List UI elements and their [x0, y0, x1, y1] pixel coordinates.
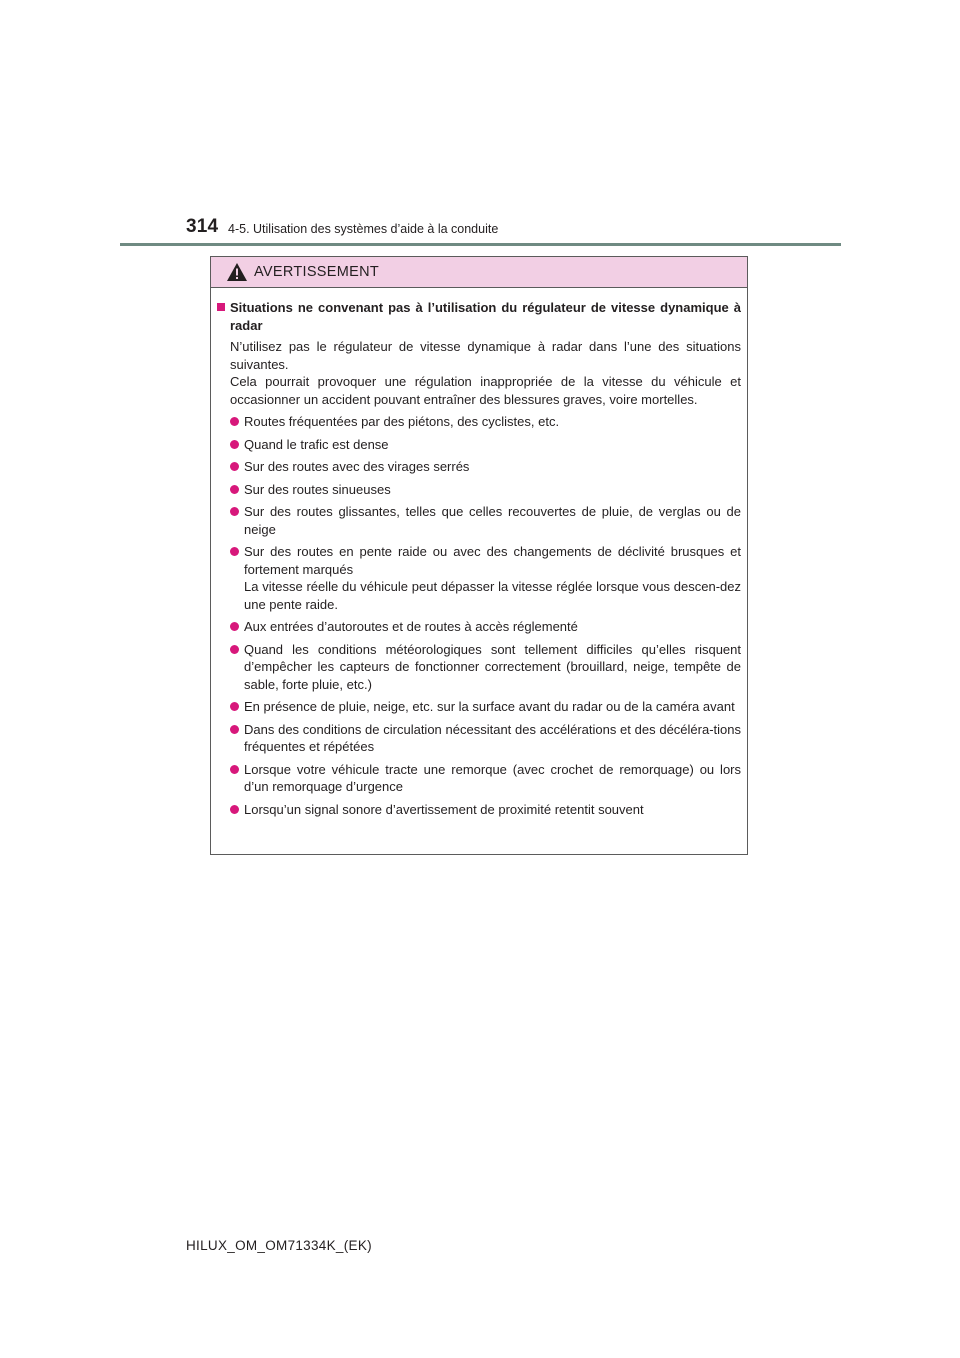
document-code: HILUX_OM_OM71334K_(EK) — [186, 1238, 372, 1253]
bullet-dot-icon — [230, 462, 239, 471]
list-item — [217, 543, 741, 613]
intro-line: N’utilisez pas le régulateur de vitesse dynamique à radar dans l’une des situations suivantes. — [230, 339, 741, 372]
bullet-dot-icon — [230, 702, 239, 711]
page-number: 314 — [186, 216, 219, 237]
list-item-text: Sur des routes en pente raide ou avec des changements de déclivité brusques et fortement marqués — [244, 544, 741, 577]
situation-list — [217, 413, 741, 818]
bullet-dot-icon — [230, 485, 239, 494]
list-item-note: La vitesse réelle du véhicule peut dépasser la vitesse réglée lorsque vous descen-dez une pente raide. — [244, 579, 741, 612]
bullet-dot-icon — [230, 765, 239, 774]
bullet-dot-icon — [230, 645, 239, 654]
warning-intro — [230, 338, 741, 408]
list-item-text: Lorsqu’un signal sonore d’avertissement de proximité retentit souvent — [244, 801, 644, 817]
warning-triangle-icon — [226, 262, 248, 282]
bullet-dot-icon — [230, 547, 239, 556]
list-item — [217, 413, 741, 431]
list-item — [217, 458, 741, 476]
bullet-dot-icon — [230, 507, 239, 516]
list-item-text: Quand les conditions météorologiques sont tellement difficiles qu’elles risquent d’empêcher les capteurs de fonctionner correctement (brouillard, neige, tempête de sable, forte pluie, etc.) — [244, 641, 741, 692]
warning-title: AVERTISSEMENT — [254, 264, 380, 280]
warning-heading-text: Situations ne convenant pas à l’utilisation du régulateur de vitesse dynamique à radar — [230, 300, 741, 333]
list-item — [217, 436, 741, 454]
bullet-dot-icon — [230, 440, 239, 449]
list-item — [217, 481, 741, 499]
header-rule — [120, 243, 841, 246]
warning-header — [211, 257, 747, 288]
list-item-text: Dans des conditions de circulation nécessitant des accélérations et des décéléra-tions fréquentes et répétées — [244, 721, 741, 754]
list-item — [217, 641, 741, 694]
list-item — [217, 721, 741, 756]
list-item-text: Sur des routes avec des virages serrés — [244, 459, 470, 474]
list-item — [217, 698, 741, 716]
warning-box — [210, 256, 748, 855]
square-bullet-icon — [217, 303, 225, 311]
list-item — [217, 618, 741, 636]
list-item-text: Sur des routes glissantes, telles que celles recouvertes de pluie, de verglas ou de neige — [244, 504, 741, 537]
bullet-dot-icon — [230, 417, 239, 426]
list-item-text: Aux entrées d’autoroutes et de routes à accès réglementé — [244, 619, 578, 634]
list-item-text: Quand le trafic est dense — [244, 436, 389, 452]
bullet-dot-icon — [230, 805, 239, 814]
intro-line: Cela pourrait provoquer une régulation inappropriée de la vitesse du véhicule et occasionner un accident pouvant entraîner des blessures graves, voire mortelles. — [230, 374, 741, 407]
list-item-text: Lorsque votre véhicule tracte une remorque (avec crochet de remorquage) ou lors d’un remorquage d’urgence — [244, 761, 741, 794]
list-item — [217, 503, 741, 538]
bullet-dot-icon — [230, 622, 239, 631]
warning-body — [211, 288, 747, 818]
list-item-text: Routes fréquentées par des piétons, des cyclistes, etc. — [244, 414, 560, 429]
list-item-text: Sur des routes sinueuses — [244, 481, 391, 497]
section-title: 4-5. Utilisation des systèmes d’aide à la conduite — [228, 222, 499, 236]
list-item — [217, 761, 741, 796]
warning-heading — [217, 299, 741, 334]
list-item-text: En présence de pluie, neige, etc. sur la surface avant du radar ou de la caméra avant — [244, 699, 735, 714]
bullet-dot-icon — [230, 725, 239, 734]
list-item — [217, 801, 741, 819]
